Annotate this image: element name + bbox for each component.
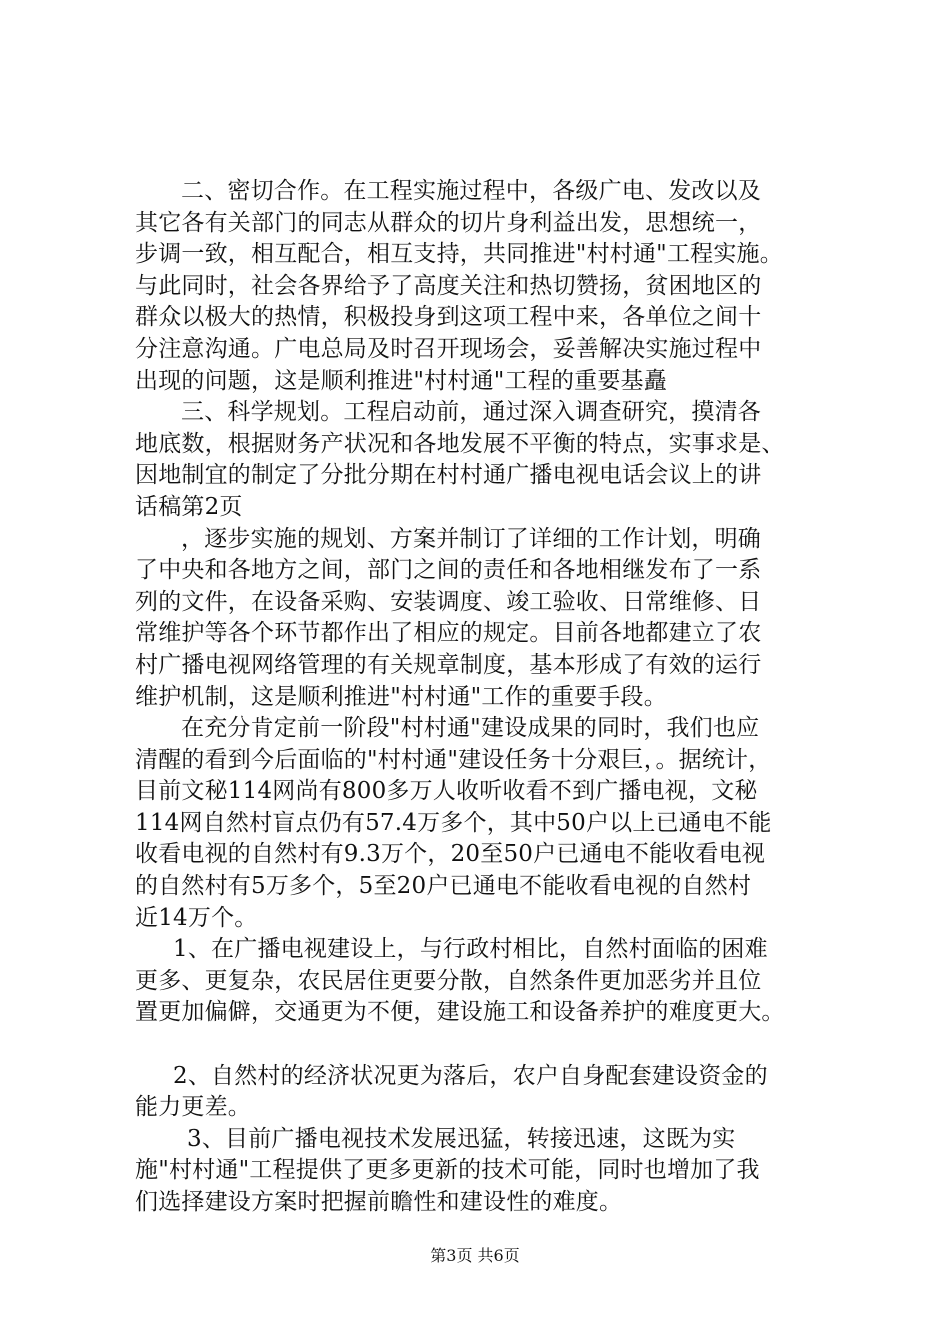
text-line: 在充分肯定前一阶段"村村通"建设成果的同时，我们也应 — [181, 715, 760, 742]
text-line: 因地制宜的制定了分批分期在村村通广播电视电话会议上的讲 — [135, 462, 762, 489]
text-line: 施"村村通"工程提供了更多更新的技术可能，同时也增加了我 — [135, 1157, 760, 1184]
text-line: 话稿第2页 — [135, 493, 243, 520]
text-line: 更多、更复杂，农民居住更要分散，自然条件更加恶劣并且位 — [135, 967, 762, 994]
text-line: 列的文件，在设备采购、安装调度、竣工验收、日常维修、日 — [135, 588, 762, 615]
paragraph-close-cooperation — [135, 176, 855, 397]
paragraph-scientific-planning — [135, 397, 855, 523]
text-line: 村广播电视网络管理的有关规章制度，基本形成了有效的运行 — [135, 651, 762, 678]
text-line: 地底数，根据财务产状况和各地发展不平衡的特点，实事求是、 — [135, 430, 785, 457]
text-line: 的自然村有5万多个，5至20户已通电不能收看电视的自然村 — [135, 873, 752, 900]
text-line: 群众以极大的热情，积极投身到这项工程中来，各单位之间十 — [135, 304, 762, 331]
text-line: 3、目前广播电视技术发展迅猛，转接迅速，这既为实 — [187, 1125, 736, 1152]
text-line: 近14万个。 — [135, 904, 258, 931]
text-line: 三、科学规划。工程启动前，通过深入调查研究，摸清各 — [181, 399, 761, 426]
text-line: 常维护等各个环节都作出了相应的规定。目前各地都建立了农 — [135, 620, 762, 647]
text-line: 二、密切合作。在工程实施过程中，各级广电、发改以及 — [181, 178, 761, 204]
text-line: 114网自然村盲点仍有57.4万多个，其中50户以上已通电不能 — [135, 809, 772, 836]
text-line: 出现的问题，这是顺利推进"村村通"工程的重要基矗 — [135, 367, 667, 394]
text-line: 与此同时，社会各界给予了高度关注和热切赞扬，贫困地区的 — [135, 272, 762, 299]
text-line: 步调一致，相互配合，相互支持，共同推进"村村通"工程实施。 — [135, 241, 783, 268]
text-line: 们选择建设方案时把握前瞻性和建设性的难度。 — [135, 1189, 623, 1215]
paragraph-planning-continued — [135, 524, 855, 714]
document-body — [135, 176, 855, 1219]
text-line: 目前文秘114网尚有800多万人收听收看不到广播电视，文秘 — [135, 778, 758, 805]
text-line: 了中央和各地方之间，部门之间的责任和各地相继发布了一系 — [135, 557, 762, 584]
text-line: 2、自然村的经济状况更为落后，农户自身配套建设资金的 — [173, 1062, 768, 1089]
text-line: 清醒的看到今后面临的"村村通"建设任务十分艰巨，。据统计， — [135, 746, 772, 773]
text-line: 1、在广播电视建设上，与行政村相比，自然村面临的困难 — [173, 936, 768, 963]
list-item-3 — [135, 1124, 855, 1219]
text-line: 分注意沟通。广电总局及时召开现场会，妥善解决实施过程中 — [135, 335, 762, 362]
text-line: 能力更差。 — [135, 1094, 251, 1121]
text-line: 维护机制，这是顺利推进"村村通"工作的重要手段。 — [135, 683, 667, 710]
page-footer — [0, 1246, 950, 1266]
list-item-1 — [135, 934, 855, 1029]
page-number: 第3页 共6页 — [430, 1246, 520, 1265]
list-item-2 — [135, 1061, 855, 1124]
text-line: 其它各有关部门的同志从群众的切片身利益出发，思想统一， — [135, 209, 762, 236]
text-line: 收看电视的自然村有9.3万个，20至50户已通电不能收看电视 — [135, 841, 766, 868]
blank-line — [135, 1029, 855, 1061]
paragraph-statistics — [135, 713, 855, 934]
text-line: ，逐步实施的规划、方案并制订了详细的工作计划，明确 — [181, 525, 761, 552]
text-line: 置更加偏僻，交通更为不便，建设施工和设备养护的难度更大。 — [135, 999, 785, 1026]
